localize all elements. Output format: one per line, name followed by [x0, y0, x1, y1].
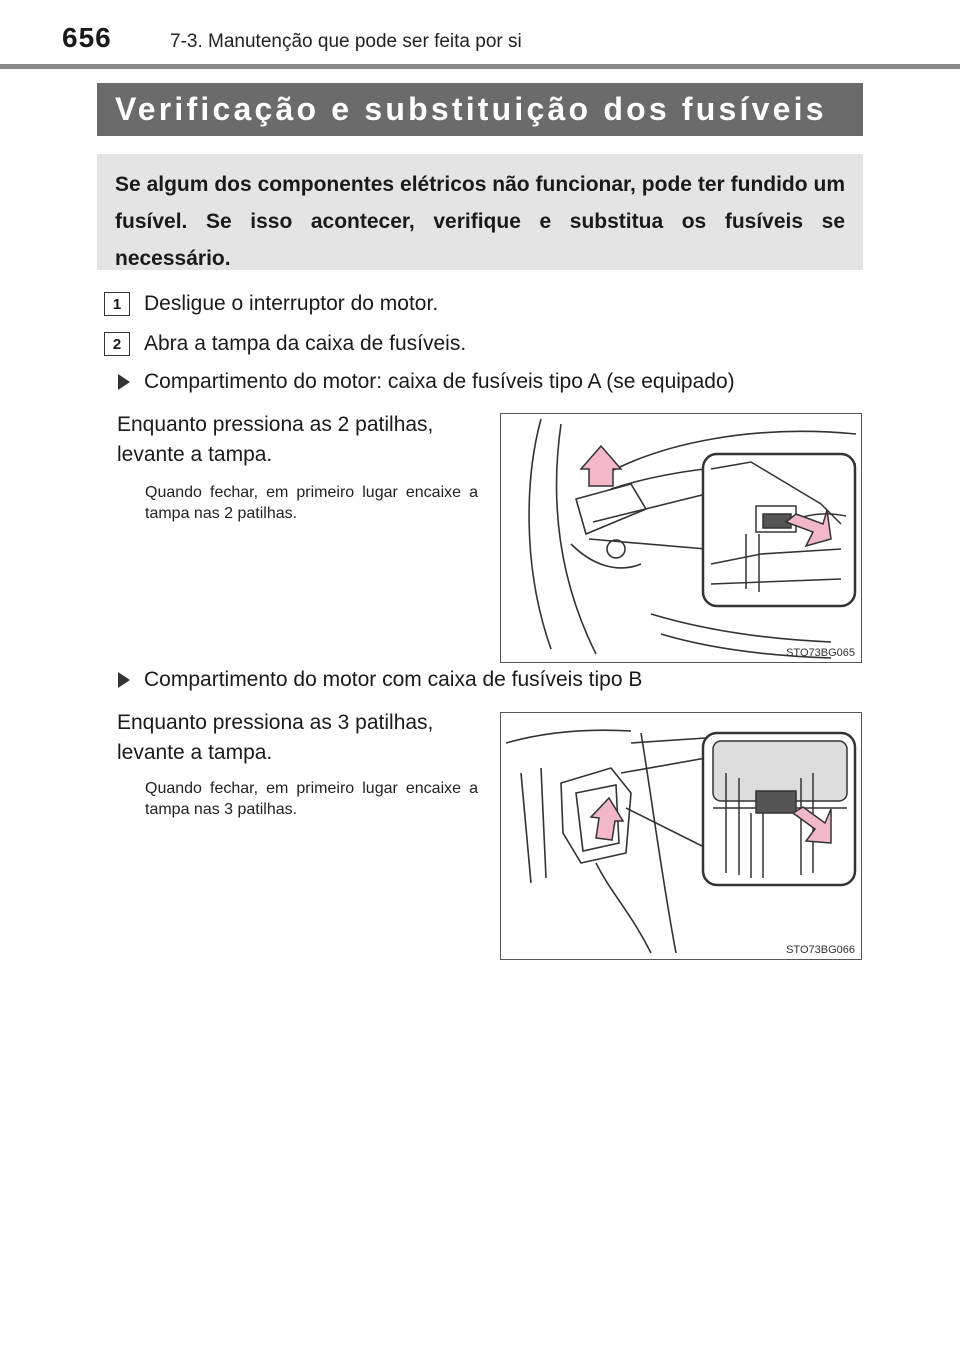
step-2	[104, 330, 466, 358]
step-text: Desligue o interruptor do motor.	[144, 292, 439, 315]
instruction-b	[117, 708, 477, 768]
figure-fuse-box-type-b	[500, 712, 862, 960]
fuse-box-a-illustration	[501, 414, 860, 661]
step-text: Abra a tampa da caixa de fusíveis.	[144, 332, 467, 355]
instruction-line: levante a tampa.	[117, 741, 273, 764]
intro-box: Se algum dos componentes elétricos não funcionar, pode ter fundido um fusível. Se isso acontecer, verifique e substitua os fusíveis se necessário.	[97, 154, 863, 270]
bullet-text: Compartimento do motor: caixa de fusíveis tipo A (se equipado)	[144, 370, 735, 393]
up-arrow-icon	[581, 446, 621, 486]
note-b: Quando fechar, em primeiro lugar encaixe a tampa nas 3 patilhas.	[145, 780, 478, 818]
triangle-bullet-icon	[118, 374, 130, 390]
bullet-text: Compartimento do motor com caixa de fusíveis tipo B	[144, 668, 643, 691]
step-number-badge: 2	[104, 332, 130, 356]
page-number: 656	[62, 22, 112, 53]
instruction-line: Enquanto pressiona as 3 patilhas,	[117, 711, 434, 734]
figure-code: STO73BG066	[786, 944, 855, 956]
fuse-box-b-illustration	[501, 713, 860, 958]
figure-code: STO73BG065	[786, 647, 855, 659]
instruction-line: levante a tampa.	[117, 443, 273, 466]
bullet-fuse-box-type-b	[118, 668, 642, 692]
instruction-line: Enquanto pressiona as 2 patilhas,	[117, 413, 434, 436]
figure-fuse-box-type-a	[500, 413, 862, 663]
triangle-bullet-icon	[118, 672, 130, 688]
section-title: Verificação e substituição dos fusíveis	[115, 91, 827, 127]
section-title-bar	[97, 83, 863, 136]
step-number-badge: 1	[104, 292, 130, 316]
bullet-fuse-box-type-a	[118, 370, 735, 394]
step-1	[104, 290, 438, 318]
instruction-a	[117, 410, 477, 470]
running-head: 7-3. Manutenção que pode ser feita por si	[170, 31, 522, 52]
header-rule	[0, 64, 960, 69]
note-a: Quando fechar, em primeiro lugar encaixe a tampa nas 2 patilhas.	[145, 484, 478, 522]
